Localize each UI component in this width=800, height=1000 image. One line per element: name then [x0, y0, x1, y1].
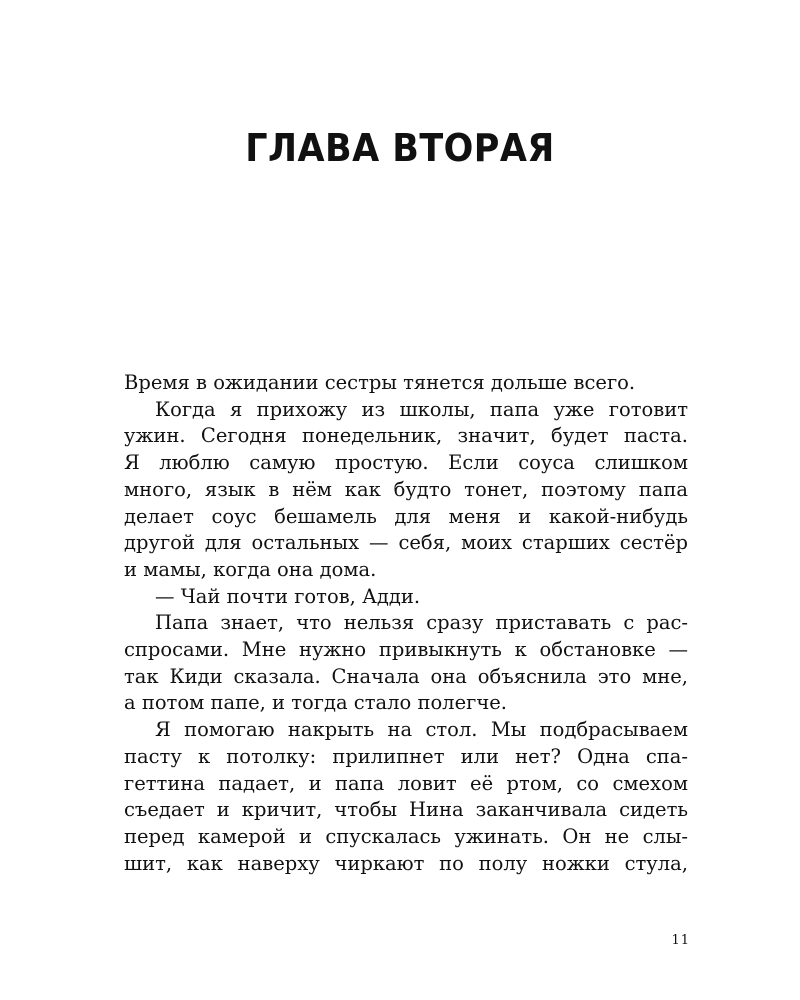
text-line: делает соус бешамель для меня и какой-нибудь [124, 504, 688, 528]
text-line: а потом папе, и тогда стало полегче. [124, 691, 507, 715]
text-line: шит, как наверху чиркают по полу ножки стула, [124, 851, 688, 875]
text-line: Время в ожидании сестры тянется дольше всего. [124, 371, 636, 394]
text-line: Я помогаю накрыть на стол. Мы подбрасываем [155, 718, 688, 742]
body-text [124, 370, 688, 877]
page-number: 11 [671, 933, 690, 948]
text-line: — Чай почти готов, Адди. [155, 584, 421, 608]
text-line: пасту к потолку: прилипнет или нет? Одна спа- [124, 744, 688, 768]
text-line: перед камерой и спускалась ужинать. Он не слы- [124, 824, 688, 848]
text-line: так Киди сказала. Сначала она объяснила это мне, [124, 664, 688, 688]
text-line: Папа знает, что нельзя сразу приставать с рас- [155, 611, 688, 635]
text-line: другой для остальных — себя, моих старших сестёр [124, 531, 688, 555]
text-line: и мамы, когда она дома. [124, 557, 377, 581]
text-line: геттина падает, и папа ловит её ртом, со смехом [124, 771, 688, 795]
text-line: много, язык в нём как будто тонет, поэтому папа [124, 477, 688, 501]
text-line: ужин. Сегодня понедельник, значит, будет паста. [124, 424, 688, 448]
chapter-title: ГЛАВА ВТОРАЯ [245, 126, 555, 170]
text-line: спросами. Мне нужно привыкнуть к обстановке — [124, 638, 688, 662]
text-line: съедает и кричит, чтобы Нина заканчивала сидеть [124, 798, 688, 822]
text-line: Когда я прихожу из школы, папа уже готовит [155, 397, 688, 421]
text-line: Я люблю самую простую. Если соуса слишком [124, 451, 688, 475]
